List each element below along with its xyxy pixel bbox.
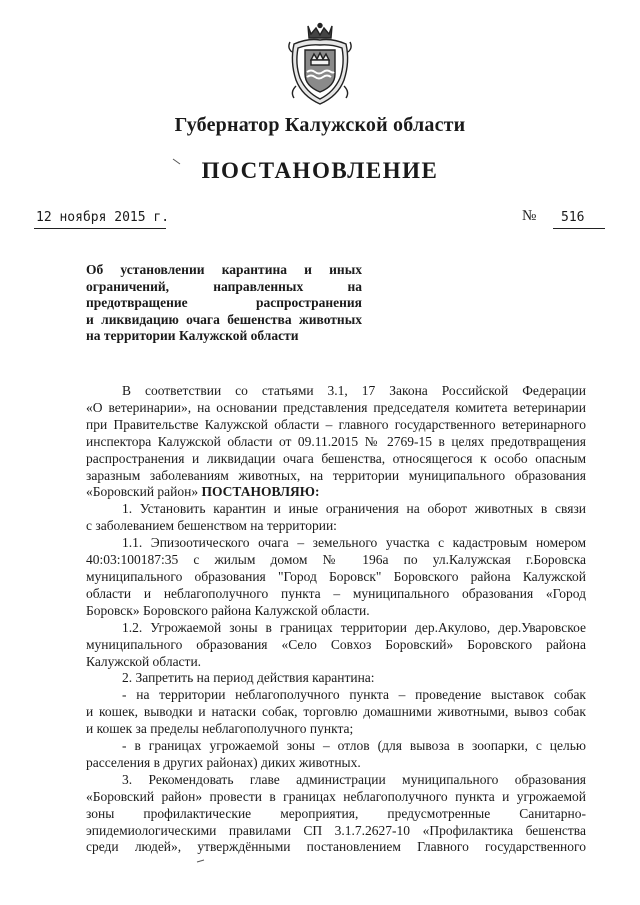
body-line: заразным заболеваниям животных, на территории муниципального образования: [86, 467, 586, 483]
body-line: 1.2. Угрожаемой зоны в границах территории дер.Акулово, дер.Уваровское: [122, 619, 586, 635]
body-line: с заболеванием бешенством на территории:: [86, 518, 337, 534]
body-line: зоны профилактические мероприятия, предусмотренные Санитарно-: [86, 805, 586, 821]
number-sign: №: [522, 208, 537, 224]
body-line: - на территории неблагополучного пункта – проведение выставок собак: [122, 687, 586, 703]
kaluga-coat-of-arms-emblem: [284, 22, 356, 108]
body-line-text: «Боровский район»: [86, 484, 199, 500]
body-line: 40:03:100187:35 с жилым домом № 196а по ул.Калужская г.Боровска: [86, 552, 586, 568]
body-line: [86, 484, 586, 501]
document-type-title: ПОСТАНОВЛЕНИЕ: [201, 158, 439, 183]
scan-speck: [172, 158, 182, 166]
body-line: распространения и ликвидации очага бешенства, относящегося к особо опасным: [86, 450, 586, 466]
body-line: «Боровский район» провести в границах неблагополучного пункта и угрожаемой: [86, 788, 586, 804]
scan-speck: [196, 858, 206, 864]
body-line: области и неблагополучного пункта – муниципального образования «Город: [86, 585, 586, 601]
body-line: В соответствии со статьями 3.1, 17 Закона Российской Федерации: [122, 383, 586, 398]
issuing-authority: Губернатор Калужской области: [174, 114, 466, 136]
body-line: «О ветеринарии», на основании представления председателя комитета ветеринарии: [86, 399, 586, 415]
body-line: расселения в других районах) диких животных.: [86, 754, 361, 770]
body-line: и кошек за пределы неблагополучного пункта;: [86, 721, 354, 737]
body-line: инспектора Калужской области от 09.11.2015 № 2769-15 в целях предотвращения: [86, 433, 586, 449]
number-underline: [553, 228, 605, 229]
decree-word: ПОСТАНОВЛЯЮ:: [201, 484, 320, 500]
body-line: среди людей», утверждёнными постановлением Главного государственного: [86, 839, 586, 855]
body-line: Калужской области.: [86, 653, 202, 669]
subject-line: и ликвидацию очага бешенства животных: [86, 311, 362, 327]
body-line: при Правительстве Калужской области – главного государственного ветеринарного: [86, 416, 586, 432]
body-line: и кошек, выводки и натаски собак, торговлю домашними животными, вывоз собак: [86, 704, 586, 720]
body-line: - в границах угрожаемой зоны – отлов (для вывоза в зоопарки, с целью: [122, 738, 586, 754]
body-line: 1.1. Эпизоотического очага – земельного участка с кадастровым номером: [122, 535, 586, 551]
body-line: 3. Рекомендовать главе администрации муниципального образования: [122, 771, 586, 787]
body-line: муниципального образования «Село Совхоз Боровский» Боровского района: [86, 636, 586, 652]
decree-date: 12 ноября 2015 г.: [36, 210, 170, 225]
body-line: 2. Запретить на период действия карантина:: [122, 670, 375, 686]
decree-subject: [86, 262, 362, 345]
body-line: Боровск» Боровского района Калужской области.: [86, 602, 370, 618]
decree-number: 516: [561, 210, 585, 225]
body-line: муниципального образования "Город Боровск" Боровского района Калужской: [86, 568, 586, 584]
subject-line: предотвращение распространения: [86, 295, 362, 310]
body-line: эпидемиологическими правилами СП 3.1.7.2627-10 «Профилактика бешенства: [86, 822, 586, 838]
date-underline: [34, 228, 166, 229]
subject-line: на территории Калужской области: [86, 328, 299, 343]
decree-body: [86, 383, 586, 856]
subject-line: ограничений, направленных на: [86, 278, 362, 294]
subject-line: Об установлении карантина и иных: [86, 262, 362, 277]
body-line: 1. Установить карантин и иные ограничения на оборот животных в связи: [122, 501, 586, 517]
